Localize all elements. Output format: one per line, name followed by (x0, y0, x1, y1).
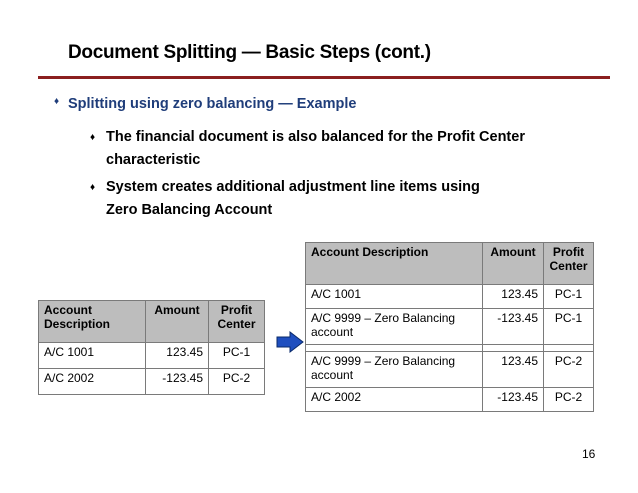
cell-text: account (311, 325, 354, 339)
cell-description: A/C 1001 (39, 343, 146, 369)
spacer-cell (483, 345, 544, 352)
cell-amount: 123.45 (483, 352, 544, 388)
header-amount: Amount (146, 301, 209, 343)
cell-profit-center: PC-2 (209, 369, 265, 395)
table-row (306, 309, 594, 345)
header-amount: Amount (483, 243, 544, 285)
page-number: 16 (582, 447, 596, 461)
header-text: Profit (552, 245, 585, 259)
title-divider (38, 76, 610, 79)
cell-text: A/C 9999 – Zero Balancing (311, 311, 456, 325)
header-account-description: Account Description (306, 243, 483, 285)
cell-amount: -123.45 (483, 388, 544, 412)
table-row (306, 352, 594, 388)
cell-amount: 123.45 (146, 343, 209, 369)
cell-profit-center: PC-1 (209, 343, 265, 369)
header-text: Profit (220, 303, 253, 317)
cell-text: account (311, 368, 354, 382)
cell-profit-center: PC-2 (544, 352, 594, 388)
cell-description: A/C 2002 (306, 388, 483, 412)
bullet-level2-b (90, 176, 480, 222)
cell-amount: -123.45 (146, 369, 209, 395)
bullet-text-line: The financial document is also balanced for the Profit Center (106, 129, 525, 145)
table-row (306, 388, 594, 412)
cell-description: A/C 1001 (306, 285, 483, 309)
cell-description (306, 309, 483, 345)
bullet-marker: ♦ (90, 132, 96, 143)
cell-description: A/C 2002 (39, 369, 146, 395)
spacer-cell (306, 345, 483, 352)
cell-amount: 123.45 (483, 285, 544, 309)
table-row (39, 369, 265, 395)
right-table (305, 242, 594, 412)
cell-profit-center: PC-2 (544, 388, 594, 412)
header-text: Account (44, 303, 92, 317)
header-profit-center (544, 243, 594, 285)
right-arrow-icon (276, 331, 304, 353)
cell-text: A/C 9999 – Zero Balancing (311, 354, 456, 368)
bullet-marker: ♦ (90, 182, 96, 193)
table-header-row (306, 243, 594, 285)
header-profit-center (209, 301, 265, 343)
header-account-description (39, 301, 146, 343)
bullet-level1-text: Splitting using zero balancing — Example (68, 96, 357, 112)
cell-description (306, 352, 483, 388)
slide-title: Document Splitting — Basic Steps (cont.) (68, 42, 431, 63)
table-row (39, 343, 265, 369)
bullet-text-line: Zero Balancing Account (106, 202, 273, 218)
cell-profit-center: PC-1 (544, 309, 594, 345)
header-text: Center (549, 259, 588, 273)
table-spacer-row (306, 345, 594, 352)
table-row (306, 285, 594, 309)
bullet-level1 (54, 96, 357, 112)
cell-profit-center: PC-1 (544, 285, 594, 309)
table-header-row (39, 301, 265, 343)
header-text: Center (217, 317, 256, 331)
left-table (38, 300, 265, 395)
bullet-text-line: System creates additional adjustment line items using (106, 179, 480, 195)
bullet-text-line: characteristic (106, 152, 201, 168)
cell-amount: -123.45 (483, 309, 544, 345)
bullet-level2-a (90, 126, 525, 172)
bullet-marker: ♦ (54, 96, 60, 107)
spacer-cell (544, 345, 594, 352)
header-text: Description (44, 317, 111, 331)
